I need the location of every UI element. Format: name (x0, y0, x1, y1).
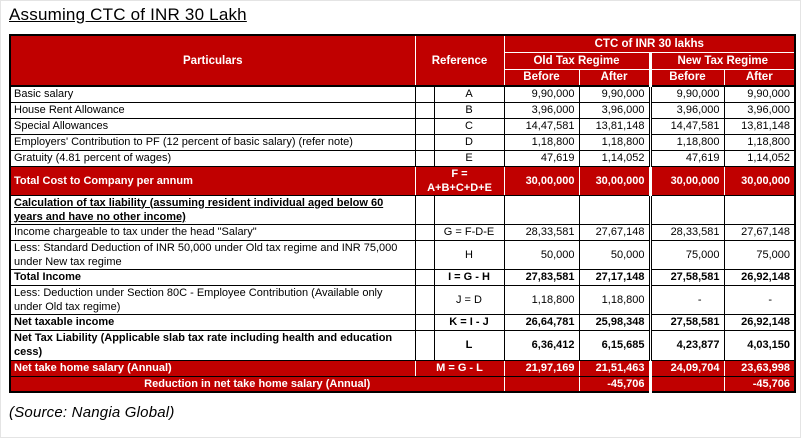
row-label: Special Allowances (10, 118, 415, 134)
value-new-before: 14,47,581 (650, 118, 724, 134)
row-label: Employers' Contribution to PF (12 percent of basic salary) (refer note) (10, 134, 415, 150)
gutter-cell (415, 195, 434, 224)
ctc-comparison-table (9, 34, 796, 393)
table-row (10, 285, 795, 314)
value-new-after: 26,92,148 (724, 269, 795, 285)
value-new-after: - (724, 285, 795, 314)
value-old-after: 9,90,000 (579, 86, 650, 102)
value-old-before: 1,18,800 (504, 134, 579, 150)
page-title: Assuming CTC of INR 30 Lakh (9, 5, 247, 24)
value-old-after: 27,67,148 (579, 224, 650, 240)
row-label: Gratuity (4.81 percent of wages) (10, 150, 415, 166)
gutter-cell (415, 86, 434, 102)
row-reference: K = I - J (434, 314, 504, 330)
table-row (10, 118, 795, 134)
table-body (10, 86, 795, 392)
row-reference: B (434, 102, 504, 118)
value-new-after: 27,67,148 (724, 224, 795, 240)
value-old-before: 30,00,000 (504, 166, 579, 195)
row-label: Reduction in net take home salary (Annual) (10, 376, 504, 392)
table-row (10, 240, 795, 269)
value-old-after: 13,81,148 (579, 118, 650, 134)
header-old-regime: Old Tax Regime (504, 52, 650, 69)
header-reference: Reference (415, 35, 504, 86)
row-label: Net take home salary (Annual) (10, 360, 415, 376)
table-row (10, 102, 795, 118)
value-old-after: 1,18,800 (579, 134, 650, 150)
value-old-after (579, 195, 650, 224)
value-old-before (504, 376, 579, 392)
value-new-before: - (650, 285, 724, 314)
gutter-cell (415, 224, 434, 240)
value-new-before: 1,18,800 (650, 134, 724, 150)
header-new-before: Before (650, 69, 724, 86)
gutter-cell (415, 240, 434, 269)
value-new-after: 1,14,052 (724, 150, 795, 166)
value-old-before: 26,64,781 (504, 314, 579, 330)
header-new-regime: New Tax Regime (650, 52, 795, 69)
row-label: Basic salary (10, 86, 415, 102)
gutter-cell (415, 285, 434, 314)
value-new-before: 27,58,581 (650, 269, 724, 285)
value-new-before: 4,23,877 (650, 330, 724, 360)
row-label: Net Tax Liability (Applicable slab tax rate including health and education cess) (10, 330, 415, 360)
value-new-before (650, 376, 724, 392)
value-old-after: 27,17,148 (579, 269, 650, 285)
value-old-before: 9,90,000 (504, 86, 579, 102)
value-new-before: 27,58,581 (650, 314, 724, 330)
value-new-before: 24,09,704 (650, 360, 724, 376)
header-old-before: Before (504, 69, 579, 86)
value-old-after: 25,98,348 (579, 314, 650, 330)
value-new-after: 26,92,148 (724, 314, 795, 330)
row-reference: H (434, 240, 504, 269)
value-old-before: 1,18,800 (504, 285, 579, 314)
row-reference: I = G - H (434, 269, 504, 285)
header-new-after: After (724, 69, 795, 86)
row-reference: D (434, 134, 504, 150)
table-row (10, 269, 795, 285)
row-reference: J = D (434, 285, 504, 314)
row-reference: L (434, 330, 504, 360)
value-new-after: 75,000 (724, 240, 795, 269)
value-old-after: -45,706 (579, 376, 650, 392)
header-ctc-group: CTC of INR 30 lakhs (504, 35, 795, 52)
table-row (10, 150, 795, 166)
row-reference: E (434, 150, 504, 166)
gutter-cell (415, 102, 434, 118)
value-new-before: 30,00,000 (650, 166, 724, 195)
value-old-before (504, 195, 579, 224)
table-row (10, 195, 795, 224)
row-label: Less: Standard Deduction of INR 50,000 under Old tax regime and INR 75,000 under New tax regime (10, 240, 415, 269)
value-old-before: 21,97,169 (504, 360, 579, 376)
row-label: House Rent Allowance (10, 102, 415, 118)
value-new-after: 3,96,000 (724, 102, 795, 118)
row-label: Net taxable income (10, 314, 415, 330)
value-new-after: 1,18,800 (724, 134, 795, 150)
value-old-after: 3,96,000 (579, 102, 650, 118)
value-new-before: 28,33,581 (650, 224, 724, 240)
row-label: Total Income (10, 269, 415, 285)
source-citation: (Source: Nangia Global) (9, 404, 175, 421)
table-row (10, 360, 795, 376)
table-row (10, 314, 795, 330)
value-old-before: 14,47,581 (504, 118, 579, 134)
row-reference: F = A+B+C+D+E (415, 166, 504, 195)
value-new-after: 13,81,148 (724, 118, 795, 134)
value-old-after: 6,15,685 (579, 330, 650, 360)
value-old-before: 47,619 (504, 150, 579, 166)
value-new-after: 4,03,150 (724, 330, 795, 360)
value-new-after: -45,706 (724, 376, 795, 392)
value-old-before: 6,36,412 (504, 330, 579, 360)
table-header (10, 35, 795, 86)
value-new-before: 9,90,000 (650, 86, 724, 102)
value-new-before: 47,619 (650, 150, 724, 166)
row-reference: G = F-D-E (434, 224, 504, 240)
value-new-after: 30,00,000 (724, 166, 795, 195)
value-old-before: 50,000 (504, 240, 579, 269)
value-old-before: 3,96,000 (504, 102, 579, 118)
table-row (10, 330, 795, 360)
header-row-group (10, 35, 795, 52)
row-label: Less: Deduction under Section 80C - Employee Contribution (Available only under Old tax regime) (10, 285, 415, 314)
row-reference: C (434, 118, 504, 134)
table-row (10, 376, 795, 392)
table-row (10, 134, 795, 150)
row-label: Income chargeable to tax under the head "Salary" (10, 224, 415, 240)
table-row (10, 166, 795, 195)
value-new-after (724, 195, 795, 224)
value-new-before (650, 195, 724, 224)
table-row (10, 224, 795, 240)
row-label: Total Cost to Company per annum (10, 166, 415, 195)
value-new-before: 75,000 (650, 240, 724, 269)
row-reference (434, 195, 504, 224)
value-old-before: 28,33,581 (504, 224, 579, 240)
row-reference: M = G - L (415, 360, 504, 376)
value-old-after: 1,14,052 (579, 150, 650, 166)
header-particulars: Particulars (10, 35, 415, 86)
value-old-after: 50,000 (579, 240, 650, 269)
header-old-after: After (579, 69, 650, 86)
gutter-cell (415, 134, 434, 150)
gutter-cell (415, 314, 434, 330)
value-old-after: 30,00,000 (579, 166, 650, 195)
value-new-after: 23,63,998 (724, 360, 795, 376)
gutter-cell (415, 118, 434, 134)
value-new-after: 9,90,000 (724, 86, 795, 102)
value-old-before: 27,83,581 (504, 269, 579, 285)
value-old-after: 1,18,800 (579, 285, 650, 314)
table-row (10, 86, 795, 102)
gutter-cell (415, 269, 434, 285)
gutter-cell (415, 150, 434, 166)
value-old-after: 21,51,463 (579, 360, 650, 376)
row-label: Calculation of tax liability (assuming resident individual aged below 60 years and have no other income) (10, 195, 415, 224)
gutter-cell (415, 330, 434, 360)
value-new-before: 3,96,000 (650, 102, 724, 118)
row-reference: A (434, 86, 504, 102)
